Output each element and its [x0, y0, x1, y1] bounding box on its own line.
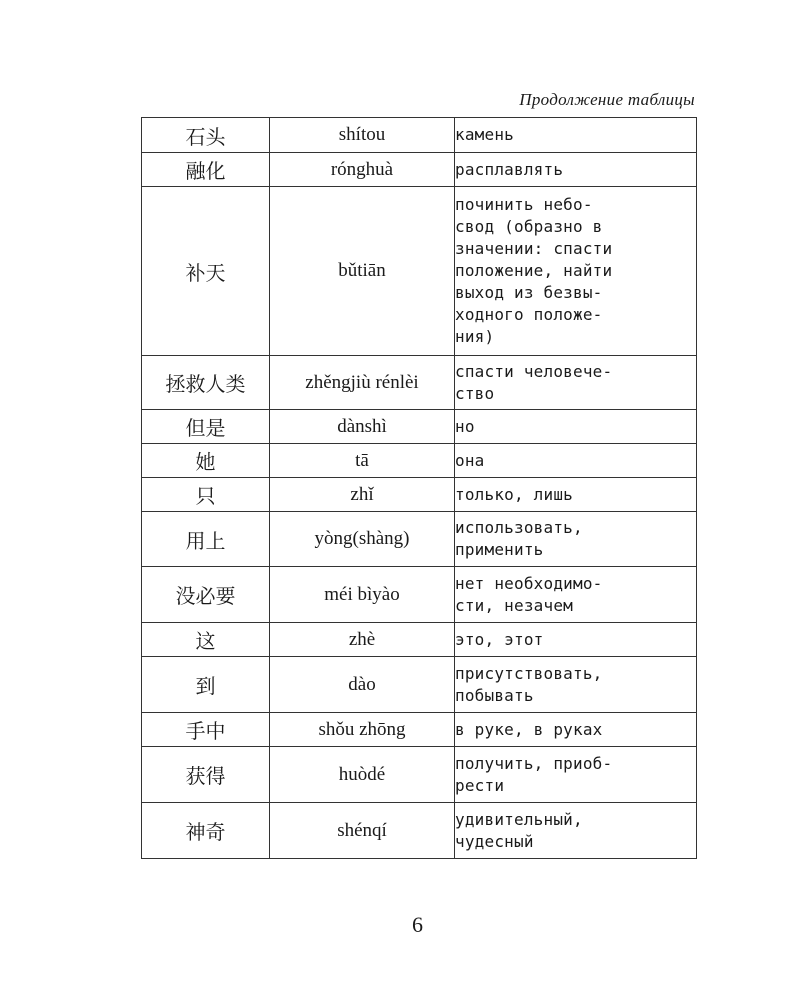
- table-row: [142, 567, 697, 623]
- table-row: [142, 187, 697, 356]
- table-row: [142, 713, 697, 747]
- table-row: [142, 356, 697, 410]
- pinyin-cell: zhè: [270, 623, 455, 657]
- hanzi-cell: 用上: [142, 512, 270, 567]
- table-row: [142, 444, 697, 478]
- pinyin-cell: rónghuà: [270, 153, 455, 187]
- table-row: [142, 623, 697, 657]
- vocabulary-table: [141, 117, 697, 859]
- table-row: [142, 478, 697, 512]
- pinyin-cell: dànshì: [270, 410, 455, 444]
- meaning-cell: камень: [455, 118, 697, 153]
- table-row: [142, 803, 697, 859]
- hanzi-cell: 手中: [142, 713, 270, 747]
- page-number: 6: [412, 912, 423, 937]
- hanzi-cell: 补天: [142, 187, 270, 356]
- meaning-cell: в руке, в руках: [455, 713, 697, 747]
- hanzi-cell: 这: [142, 623, 270, 657]
- hanzi-cell: 神奇: [142, 803, 270, 859]
- pinyin-cell: méi bìyào: [270, 567, 455, 623]
- pinyin-cell: tā: [270, 444, 455, 478]
- meaning-cell: починить небо- свод (образно в значении: спасти положение, найти выход из безвы- ходного положе- ния): [455, 187, 697, 356]
- meaning-cell: только, лишь: [455, 478, 697, 512]
- meaning-cell: но: [455, 410, 697, 444]
- table-row: [142, 657, 697, 713]
- pinyin-cell: shítou: [270, 118, 455, 153]
- table-continuation-caption: Продолжение таблицы: [519, 90, 695, 109]
- pinyin-cell: huòdé: [270, 747, 455, 803]
- hanzi-cell: 只: [142, 478, 270, 512]
- table-row: [142, 747, 697, 803]
- meaning-cell: удивительный, чудесный: [455, 803, 697, 859]
- pinyin-cell: zhǐ: [270, 478, 455, 512]
- pinyin-cell: shénqí: [270, 803, 455, 859]
- table-row: [142, 512, 697, 567]
- meaning-cell: расплавлять: [455, 153, 697, 187]
- hanzi-cell: 她: [142, 444, 270, 478]
- table-row: [142, 410, 697, 444]
- hanzi-cell: 但是: [142, 410, 270, 444]
- hanzi-cell: 获得: [142, 747, 270, 803]
- pinyin-cell: bǔtiān: [270, 187, 455, 356]
- pinyin-cell: zhěngjiù rénlèi: [270, 356, 455, 410]
- hanzi-cell: 拯救人类: [142, 356, 270, 410]
- meaning-cell: нет необходимо- сти, незачем: [455, 567, 697, 623]
- pinyin-cell: dào: [270, 657, 455, 713]
- meaning-cell: использовать, применить: [455, 512, 697, 567]
- hanzi-cell: 融化: [142, 153, 270, 187]
- meaning-cell: это, этот: [455, 623, 697, 657]
- meaning-cell: она: [455, 444, 697, 478]
- pinyin-cell: yòng(shàng): [270, 512, 455, 567]
- table-row: [142, 153, 697, 187]
- meaning-cell: получить, приоб- рести: [455, 747, 697, 803]
- pinyin-cell: shǒu zhōng: [270, 713, 455, 747]
- meaning-cell: спасти человече- ство: [455, 356, 697, 410]
- table-row: [142, 118, 697, 153]
- hanzi-cell: 石头: [142, 118, 270, 153]
- meaning-cell: присутствовать, побывать: [455, 657, 697, 713]
- hanzi-cell: 到: [142, 657, 270, 713]
- hanzi-cell: 没必要: [142, 567, 270, 623]
